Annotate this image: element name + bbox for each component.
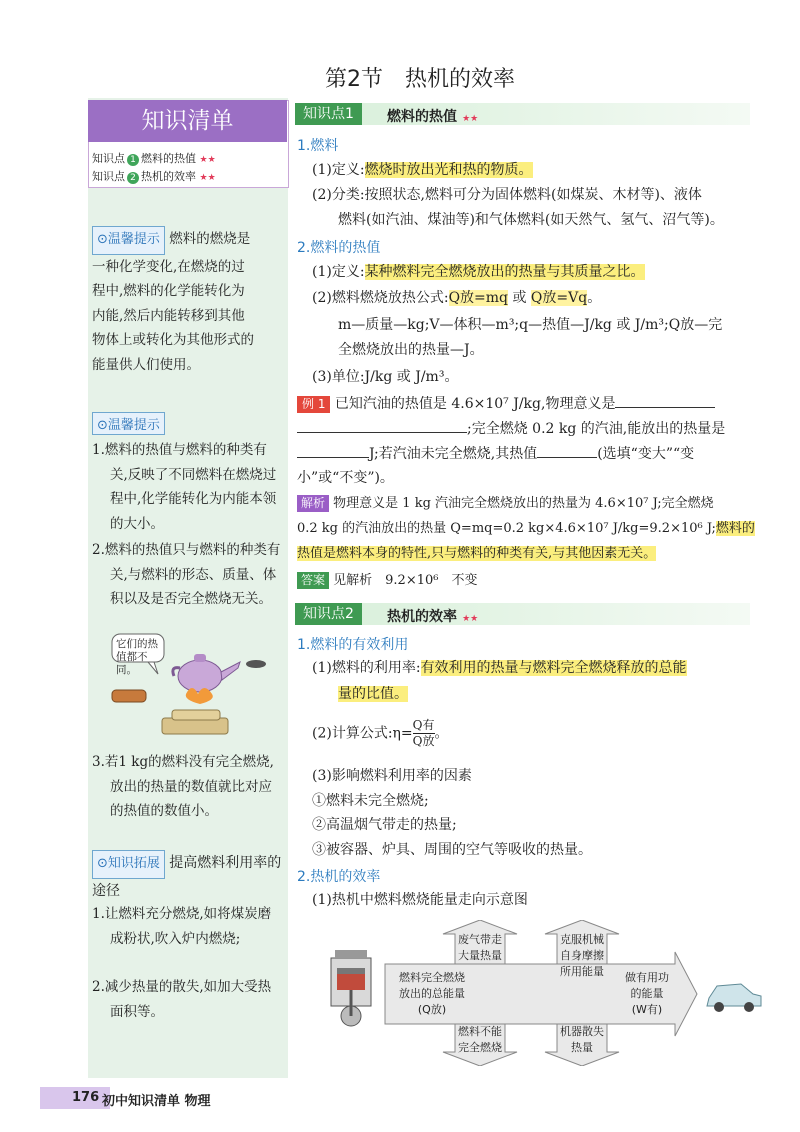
heading-efficiency: 2.热机的效率	[297, 869, 381, 885]
fuel-classification-1: (2)分类:按照状态,燃料可分为固体燃料(如煤炭、木材等)、液体	[312, 187, 702, 203]
efficiency-formula: (2)计算公式:η= Q有 Q放 。	[312, 718, 449, 748]
heading-heat-value: 2.燃料的热值	[297, 240, 381, 256]
heat-value-unit: (3)单位:J/kg 或 J/m³。	[312, 369, 459, 385]
section1-tag: 知识点1	[295, 103, 362, 125]
flow-label-source: 燃料完全燃烧 放出的总能量 (Q放)	[399, 971, 465, 1016]
speech-bubble: 它们的热值都不同。	[116, 638, 158, 676]
tip2-item-3: 3.若1 kg的燃料没有完全燃烧,放出的热量的数值就比对应的热值的数值小。	[92, 754, 274, 819]
engine-icon	[331, 950, 371, 1026]
solution-line-1: 解析 物理意义是 1 kg 汽油完全燃烧放出的热量为 4.6×10⁷ J;完全燃烧	[297, 494, 714, 514]
flow-label-useful: 做有用功 的能量 (W有)	[625, 971, 669, 1016]
flow-label-friction: 克服机械 自身摩擦 所用能量	[560, 933, 604, 978]
tip1-badge: ⊙温馨提示	[92, 226, 165, 255]
fuel-classification-2: 燃料(如汽油、煤油等)和气体燃料(如天然气、氢气、沼气等)。	[338, 212, 724, 228]
flow-label-heat-loss: 机器散失 热量	[560, 1025, 604, 1054]
heat-formula: (2)燃料燃烧放热公式:Q放=mq 或 Q放=Vq。	[312, 290, 602, 306]
tip2-item-2: 2.燃料的热值只与燃料的种类有关,与燃料的形态、质量、体积以及是否完全燃烧无关。	[92, 542, 281, 607]
lightbulb-icon: ⊙	[97, 232, 108, 247]
section1-header	[295, 103, 750, 125]
factor-2: ②高温烟气带走的热量;	[312, 817, 457, 833]
answer-tag: 答案	[297, 572, 329, 589]
flow-label-incomplete: 燃料不能 完全燃烧	[458, 1025, 502, 1054]
book-title: 初中知识清单 物理	[102, 1094, 211, 1109]
formula-vars-1: m—质量—kg;V—体积—m³;q—热值—J/kg 或 J/m³;Q放—完	[338, 317, 723, 333]
checklist-item-1: 知识点 1 燃料的热值 ★★	[92, 152, 216, 165]
factor-3: ③被容器、炉具、周围的空气等吸收的热量。	[312, 842, 592, 858]
ext-header: ⊙知识拓展 提高燃料利用率的途径	[92, 850, 284, 903]
heat-value-definition: (1)定义:某种燃料完全燃烧放出的热量与其质量之比。	[312, 264, 645, 280]
heading-utilization: 1.燃料的有效利用	[297, 637, 409, 653]
diagram-caption: (1)热机中燃料燃烧能量走向示意图	[312, 892, 528, 908]
fuel-definition: (1)定义:燃烧时放出光和热的物质。	[312, 162, 533, 178]
example-tag: 例 1	[297, 396, 330, 413]
formula-vars-2: 全燃烧放出的热量—J。	[338, 342, 484, 358]
lightbulb-icon: ⊙	[97, 418, 108, 433]
car-icon	[707, 984, 761, 1012]
utilization-rate-2: 量的比值。	[338, 686, 408, 702]
example-line-2: ;完全燃烧 0.2 kg 的汽油,能放出的热量是	[297, 418, 725, 439]
factors-title: (3)影响燃料利用率的因素	[312, 768, 472, 784]
example-line-3: J;若汽油未完全燃烧,其热值 (选填“变大”“变	[297, 443, 694, 464]
answer-line: 答案 见解析 9.2×10⁶ 不变	[297, 571, 477, 591]
heading-fuel: 1.燃料	[297, 138, 339, 154]
tip2-badge: ⊙温馨提示	[92, 412, 165, 435]
example-line-1: 例 1 已知汽油的热值是 4.6×10⁷ J/kg,物理意义是	[297, 393, 715, 414]
section2-title-row: 热机的效率 ★★	[387, 609, 479, 625]
tip2-item-1: 1.燃料的热值与燃料的种类有关,反映了不同燃料在燃烧过程中,化学能转化为内能本领的大小。	[92, 442, 277, 532]
page-title: 第2节 热机的效率	[325, 67, 515, 92]
utilization-rate-1: (1)燃料的利用率:有效利用的热量与燃料完全燃烧释放的总能	[312, 660, 687, 676]
factor-1: ①燃料未完全燃烧;	[312, 793, 429, 809]
energy-flow-diagram	[325, 920, 765, 1066]
page-number: 176	[72, 1090, 100, 1105]
flow-label-exhaust: 废气带走 大量热量	[458, 933, 502, 962]
section2-tag: 知识点2	[295, 603, 362, 625]
ext-item-2: 2.减少热量的散失,如加大受热面积等。	[92, 979, 272, 1020]
section1-title-row: 燃料的热值 ★★	[387, 109, 479, 125]
tip1: ⊙温馨提示 燃料的燃烧是 一种化学变化,在燃烧的过 程中,燃料的化学能转化为 内能,然后内能转移到其他 物体上或转化为其他形式的 能量供人们使用。	[92, 226, 284, 377]
solution-tag: 解析	[297, 495, 329, 512]
solution-line-3: 热值是燃料本身的特性,只与燃料的种类有关,与其他因素无关。	[297, 546, 657, 561]
example-line-4: 小”或“不变”)。	[297, 470, 394, 486]
solution-line-2: 0.2 kg 的汽油放出的热量 Q=mq=0.2 kg×4.6×10⁷ J/kg=9.2×10⁶ J;燃料的	[297, 521, 755, 536]
lightbulb-icon: ⊙	[97, 856, 108, 871]
checklist-title: 知识清单	[88, 100, 287, 142]
checklist-item-2: 知识点 2 热机的效率 ★★	[92, 170, 216, 183]
section2-header	[295, 603, 750, 625]
ext-item-1: 1.让燃料充分燃烧,如将煤炭磨成粉状,吹入炉内燃烧;	[92, 906, 272, 947]
